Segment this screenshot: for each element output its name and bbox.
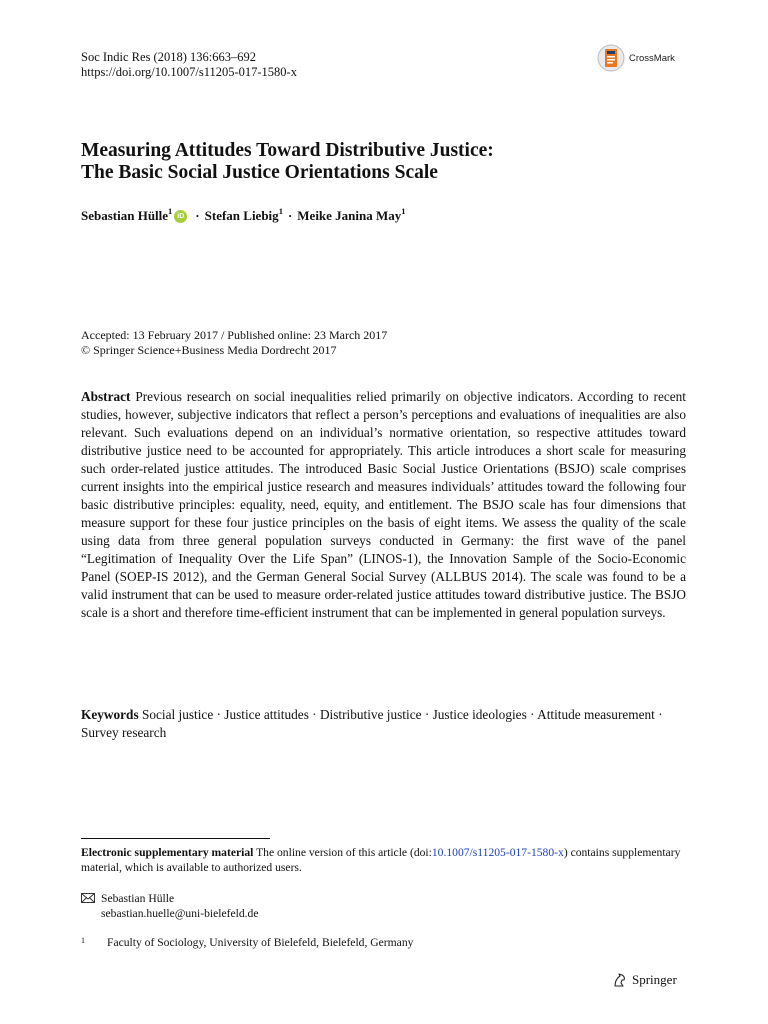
- author-affil-sup: 1: [168, 206, 173, 216]
- abstract-label: Abstract: [81, 389, 131, 404]
- journal-citation: Soc Indic Res (2018) 136:663–692: [81, 50, 256, 64]
- author-separator: ·: [195, 208, 200, 223]
- correspondence: [81, 891, 258, 921]
- footnote-divider: [81, 838, 270, 839]
- supplementary-doi-link[interactable]: 10.1007/s11205-017-1580-x: [431, 846, 564, 859]
- affiliation-text: Faculty of Sociology, University of Bielefeld, Bielefeld, Germany: [107, 936, 414, 949]
- author-list: [81, 208, 406, 224]
- author-name[interactable]: Sebastian Hülle: [81, 208, 169, 223]
- title-line-1: Measuring Attitudes Toward Distributive Justice:: [81, 140, 494, 161]
- envelope-icon: [81, 893, 95, 903]
- affiliation: [81, 935, 413, 950]
- author-name[interactable]: Stefan Liebig: [204, 208, 279, 223]
- crossmark-badge[interactable]: [597, 40, 693, 76]
- corresponding-author-name: Sebastian Hülle: [101, 892, 175, 905]
- affiliation-number: 1: [81, 936, 85, 945]
- supplementary-text-after: ) contains supplementary material, which is available to authorized users.: [81, 846, 681, 874]
- copyright-line: © Springer Science+Business Media Dordrecht 2017: [81, 343, 337, 357]
- crossmark-icon: [597, 43, 625, 73]
- publisher-logo: [612, 972, 677, 988]
- corresponding-author-email[interactable]: sebastian.huelle@uni-bielefeld.de: [101, 907, 259, 920]
- springer-horse-icon: [612, 972, 628, 988]
- journal-info: [81, 50, 297, 80]
- keywords-text: Social justice · Justice attitudes · Distributive justice · Justice ideologies · Attitude measurement · Survey research: [81, 707, 663, 740]
- orcid-icon[interactable]: iD: [174, 210, 187, 223]
- abstract: [81, 388, 686, 622]
- author-affil-sup: 1: [401, 206, 406, 216]
- accepted-published-line: Accepted: 13 February 2017 / Published online: 23 March 2017: [81, 328, 388, 342]
- author-separator: ·: [287, 208, 293, 223]
- supplementary-label: Electronic supplementary material: [81, 846, 254, 859]
- keywords-label: Keywords: [81, 707, 139, 722]
- publisher-name: Springer: [632, 972, 677, 987]
- author-name[interactable]: Meike Janina May: [297, 208, 402, 223]
- publication-dates: [81, 328, 387, 358]
- supplementary-note: [81, 845, 686, 875]
- keywords: [81, 706, 686, 742]
- article-title: [81, 140, 641, 184]
- abstract-text: Previous research on social inequalities relied primarily on objective indicators. According to recent studies, however, subjective indicators that reflect a person’s perceptions and evaluations of inequalities are also relevant. Such evaluations depend on an individual’s normative orientation, so respective attitudes toward distributive justice need to be accounted for appropriately. This article introduces a short scale for measuring such order-related justice attitudes. The introduced Basic Social Justice Orientations (BSJO) scale comprises current insights into the empirical justice research and measures individuals’ attitudes toward the following four basic distributive principles: equality, need, equity, and entitlement. The BSJO scale has four dimensions that measure support for these four justice principles on the basis of eight items. We assess the quality of the scale using data from three general population surveys conducted in Germany: the first wave of the panel “Legitimation of Inequality Over the Life Span” (LINOS-1), the Innovation Sample of the Socio-Economic Panel (SOEP-IS 2012), and the German General Social Survey (ALLBUS 2014). The scale was found to be a valid instrument that can be used to measure order-related justice attitudes toward distributive justice. The BSJO scale is a short and therefore time-efficient instrument that can be implemented in general population surveys.: [81, 389, 686, 620]
- doi-line[interactable]: https://doi.org/10.1007/s11205-017-1580-x: [81, 65, 297, 79]
- crossmark-label: CrossMark: [629, 52, 675, 64]
- supplementary-text-before: The online version of this article (doi:: [256, 846, 432, 859]
- title-line-2: The Basic Social Justice Orientations Scale: [81, 162, 438, 183]
- author-affil-sup: 1: [278, 206, 283, 216]
